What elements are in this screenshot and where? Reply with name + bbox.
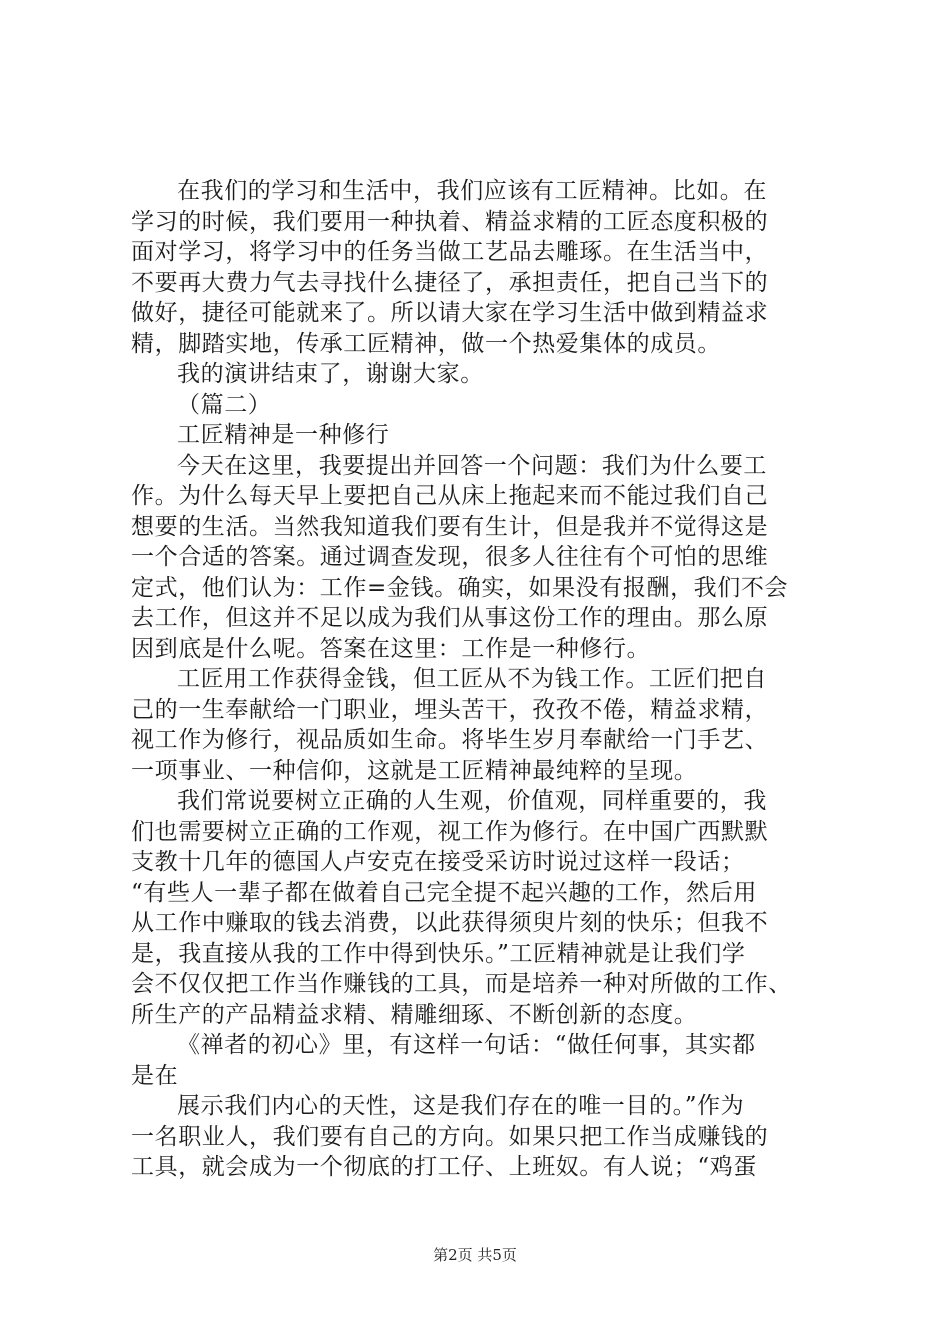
- text-line: 我的演讲结束了，谢谢大家。: [177, 361, 484, 387]
- text-line: 展示我们内心的天性，这是我们存在的唯一目的。”作为: [177, 1093, 745, 1119]
- paragraph: [131, 176, 831, 359]
- text-line: 想要的生活。当然我知道我们要有生计，但是我并不觉得这是: [131, 513, 769, 540]
- paragraph: [131, 1030, 831, 1091]
- text-line: 面对学习，将学习中的任务当做工艺品去雕琢。在生活当中，: [131, 239, 769, 265]
- paragraph: [131, 1091, 831, 1183]
- text-line: “有些人一辈子都在做着自己完全提不起兴趣的工作，然后用: [131, 879, 757, 906]
- page-number-label: 第2页 共5页: [433, 1246, 517, 1264]
- paragraph: [131, 359, 831, 390]
- paragraph: [131, 451, 831, 665]
- text-line: 今天在这里，我要提出并回答一个问题：我们为什么要工: [177, 452, 767, 479]
- text-line: 们也需要树立正确的工作观，视工作为修行。在中国广西默默: [131, 818, 769, 845]
- text-line: 在我们的学习和生活中，我们应该有工匠精神。比如。在: [177, 178, 767, 204]
- text-line: 一个合适的答案。通过调查发现，很多人往往有个可怕的思维: [131, 544, 769, 570]
- text-line: （篇二）: [177, 391, 272, 418]
- paragraph: [131, 664, 831, 786]
- text-line: 支教十几年的德国人卢安克在接受采访时说过这样一段话；: [131, 849, 745, 875]
- paragraph: [131, 420, 831, 451]
- text-line: 精，脚踏实地，传承工匠精神，做一个热爱集体的成员。: [131, 330, 721, 357]
- text-line: 《禅者的初心》里，有这样一句话：“做任何事，其实都: [177, 1032, 756, 1058]
- text-line: 会不仅仅把工作当作赚钱的工具，而是培养一种对所做的工作、: [131, 971, 792, 997]
- text-line: 去工作，但这并不足以成为我们从事这份工作的理由。那么原: [131, 605, 769, 631]
- document-body: [131, 176, 831, 1183]
- paragraph: [131, 390, 831, 421]
- text-line: 工匠精神是一种修行: [177, 422, 390, 448]
- text-line: 不要再大费力气去寻找什么捷径了，承担责任，把自己当下的: [131, 269, 769, 296]
- text-line: 是，我直接从我的工作中得到快乐。”工匠精神就是让我们学: [131, 940, 746, 967]
- text-line: 定式，他们认为：工作=金钱。确实，如果没有报酬，我们不会: [131, 574, 789, 601]
- text-line: 是在: [131, 1062, 179, 1089]
- text-line: 做好，捷径可能就来了。所以请大家在学习生活中做到精益求: [131, 300, 769, 326]
- text-line: 所生产的产品精益求精、精雕细琢、不断创新的态度。: [131, 1001, 698, 1028]
- page-footer: [0, 1244, 950, 1265]
- text-line: 从工作中赚取的钱去消费，以此获得须臾片刻的快乐；但我不: [131, 910, 769, 936]
- paragraph: [131, 786, 831, 1030]
- text-line: 视工作为修行，视品质如生命。将毕生岁月奉献给一门手艺、: [131, 727, 769, 753]
- text-line: 工匠用工作获得金钱，但工匠从不为钱工作。工匠们把自: [177, 666, 767, 692]
- text-line: 我们常说要树立正确的人生观，价值观，同样重要的，我: [177, 788, 767, 814]
- text-line: 学习的时候，我们要用一种执着、精益求精的工匠态度积极的: [131, 208, 769, 235]
- text-line: 因到底是什么呢。答案在这里：工作是一种修行。: [131, 635, 651, 662]
- text-line: 一项事业、一种信仰，这就是工匠精神最纯粹的呈现。: [131, 757, 698, 784]
- text-line: 一名职业人，我们要有自己的方向。如果只把工作当成赚钱的: [131, 1123, 769, 1150]
- text-line: 己的一生奉献给一门职业，埋头苦干，孜孜不倦，精益求精，: [131, 696, 769, 723]
- text-line: 工具，就会成为一个彻底的打工仔、上班奴。有人说；“鸡蛋: [131, 1154, 757, 1180]
- text-line: 作。为什么每天早上要把自己从床上拖起来而不能过我们自己: [131, 483, 769, 509]
